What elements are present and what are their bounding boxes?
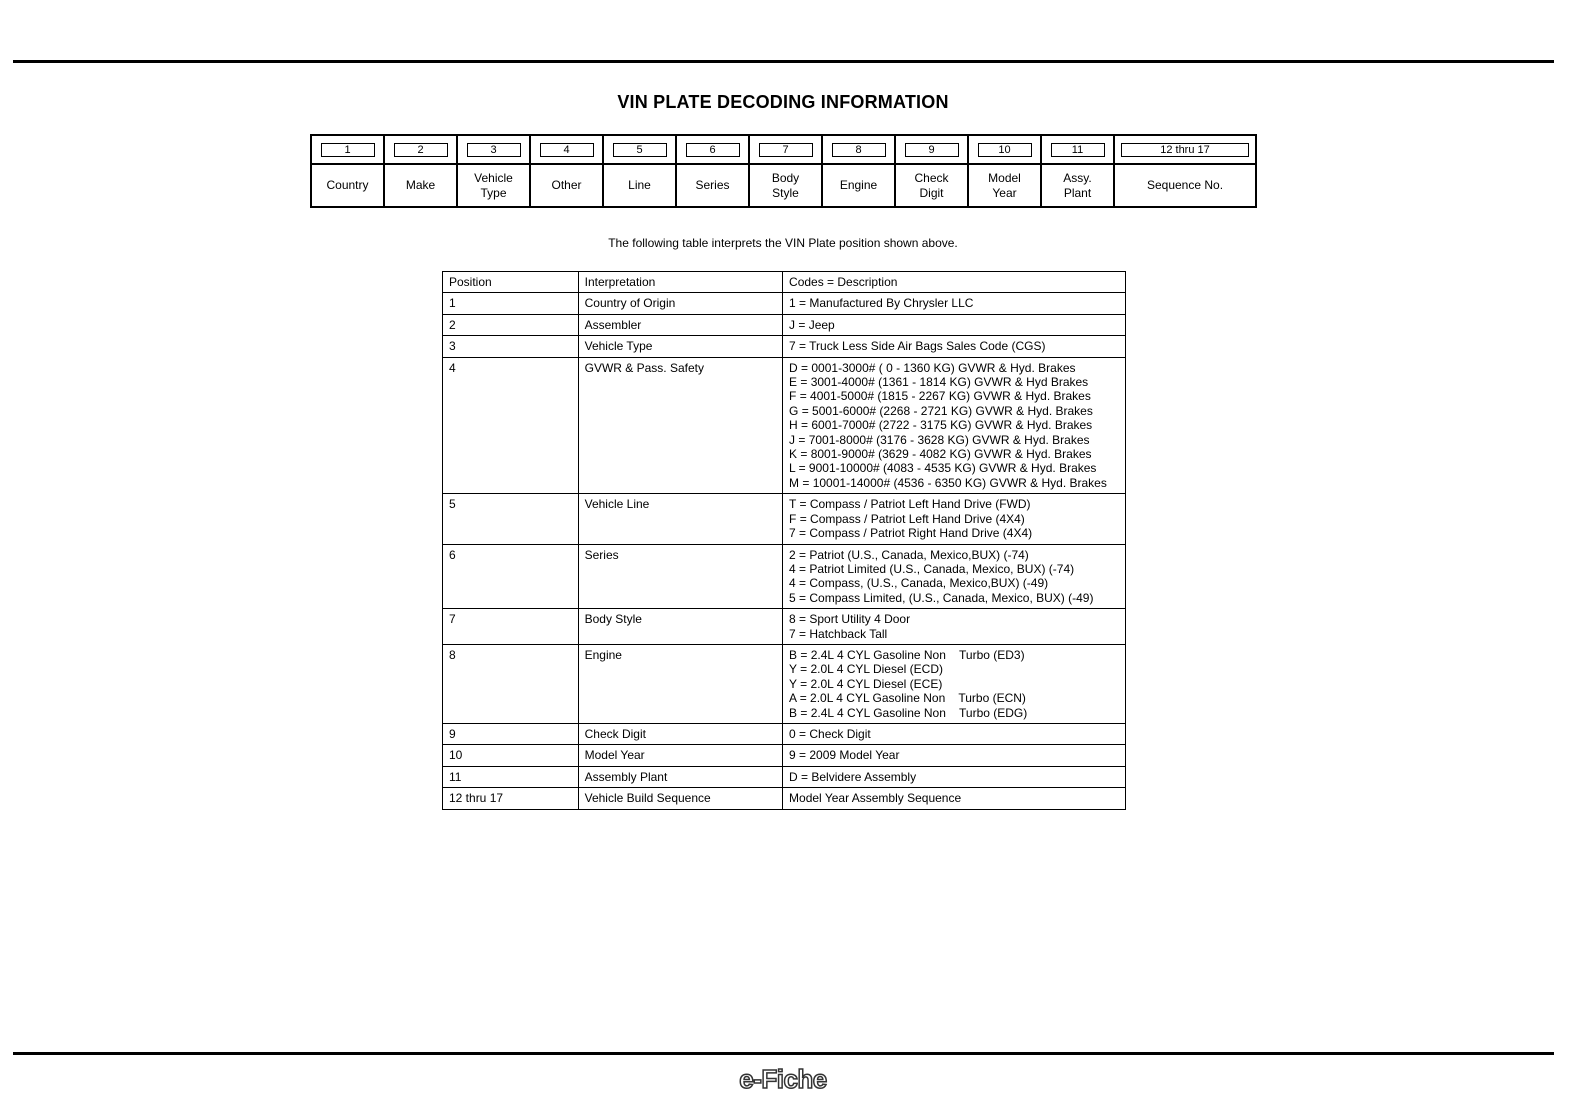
code-line: H = 6001-7000# (2722 - 3175 KG) GVWR & Hyd. Brakes	[789, 418, 1093, 433]
code-line: Y = 2.0L 4 CYL Diesel (ECD)	[789, 662, 943, 677]
row-interpretation: Vehicle Type	[578, 336, 782, 357]
row-codes	[783, 293, 1126, 314]
code-line: 7 = Truck Less Side Air Bags Sales Code (CGS)	[789, 339, 1046, 354]
vin-position-number: 6	[686, 143, 740, 157]
code-line: J = Jeep	[789, 317, 835, 332]
vin-position-label: Sequence No.	[1146, 178, 1224, 192]
table-row	[443, 723, 1126, 744]
table-row	[443, 788, 1126, 809]
vin-position-cell	[969, 136, 1042, 206]
code-line: D = Belvidere Assembly	[789, 769, 917, 784]
vin-position-label: Country	[326, 178, 369, 192]
vin-position-label: Body Style	[771, 170, 800, 200]
row-codes	[783, 723, 1126, 744]
vin-position-cell	[385, 136, 458, 206]
row-codes	[783, 766, 1126, 787]
code-line: D = 0001-3000# ( 0 - 1360 KG) GVWR & Hyd. Brakes	[789, 360, 1076, 375]
row-position: 9	[443, 723, 579, 744]
code-line: G = 5001-6000# (2268 - 2721 KG) GVWR & Hyd. Brakes	[789, 403, 1093, 418]
row-codes	[783, 788, 1126, 809]
vin-position-cell	[823, 136, 896, 206]
row-position: 6	[443, 544, 579, 609]
code-line: B = 2.4L 4 CYL Gasoline Non Turbo (ED3)	[789, 647, 1025, 662]
code-line: A = 2.0L 4 CYL Gasoline Non Turbo (ECN)	[789, 691, 1026, 706]
header-position: Position	[443, 272, 579, 293]
table-row	[443, 336, 1126, 357]
vin-position-cell	[1115, 136, 1255, 206]
row-interpretation: Vehicle Build Sequence	[578, 788, 782, 809]
vin-position-label: Vehicle Type	[474, 170, 513, 200]
row-interpretation: Model Year	[578, 745, 782, 766]
row-codes	[783, 494, 1126, 544]
vin-position-number: 2	[394, 143, 448, 157]
code-line: 7 = Hatchback Tall	[789, 626, 888, 641]
vin-position-cell	[750, 136, 823, 206]
code-line: M = 10001-14000# (4536 - 6350 KG) GVWR & Hyd. Brakes	[789, 475, 1107, 490]
row-position: 10	[443, 745, 579, 766]
vin-decode-table	[442, 271, 1126, 810]
code-line: 7 = Compass / Patriot Right Hand Drive (4X4)	[789, 526, 1033, 541]
row-position: 1	[443, 293, 579, 314]
vin-position-label: Other	[551, 178, 582, 192]
code-line: Y = 2.0L 4 CYL Diesel (ECE)	[789, 676, 943, 691]
code-line: 0 = Check Digit	[789, 726, 871, 741]
row-position: 3	[443, 336, 579, 357]
row-codes	[783, 644, 1126, 723]
row-position: 4	[443, 357, 579, 494]
vin-position-number: 1	[321, 143, 375, 157]
row-codes	[783, 336, 1126, 357]
top-rule	[13, 60, 1554, 63]
page-title: VIN PLATE DECODING INFORMATION	[617, 92, 949, 112]
table-row	[443, 357, 1126, 494]
vin-position-cell	[531, 136, 604, 206]
table-header-row	[443, 272, 1126, 293]
code-line: 5 = Compass Limited, (U.S., Canada, Mexico, BUX) (-49)	[789, 590, 1094, 605]
efiche-logo: e-Fiche	[739, 1064, 827, 1094]
code-line: F = 4001-5000# (1815 - 2267 KG) GVWR & Hyd. Brakes	[789, 389, 1091, 404]
vin-position-number: 5	[613, 143, 667, 157]
code-line: 9 = 2009 Model Year	[789, 748, 900, 763]
row-codes	[783, 544, 1126, 609]
row-interpretation: GVWR & Pass. Safety	[578, 357, 782, 494]
table-row	[443, 544, 1126, 609]
row-interpretation: Vehicle Line	[578, 494, 782, 544]
table-row	[443, 494, 1126, 544]
row-interpretation: Country of Origin	[578, 293, 782, 314]
table-row	[443, 293, 1126, 314]
vin-position-label: Assy. Plant	[1063, 170, 1092, 200]
header-codes: Codes = Description	[783, 272, 1126, 293]
vin-position-strip	[310, 134, 1257, 208]
row-position: 11	[443, 766, 579, 787]
row-interpretation: Series	[578, 544, 782, 609]
code-line: Model Year Assembly Sequence	[789, 791, 962, 806]
row-interpretation: Engine	[578, 644, 782, 723]
vin-position-label: Line	[628, 178, 651, 192]
vin-position-number: 9	[905, 143, 959, 157]
table-row	[443, 644, 1126, 723]
row-interpretation: Check Digit	[578, 723, 782, 744]
row-position: 5	[443, 494, 579, 544]
row-position: 7	[443, 609, 579, 645]
row-interpretation: Assembler	[578, 314, 782, 335]
row-position: 2	[443, 314, 579, 335]
code-line: 8 = Sport Utility 4 Door	[789, 612, 911, 627]
row-position: 8	[443, 644, 579, 723]
vin-position-label: Model Year	[988, 170, 1021, 200]
vin-position-number: 8	[832, 143, 886, 157]
code-line: F = Compass / Patriot Left Hand Drive (4X4)	[789, 511, 1025, 526]
vin-position-cell	[312, 136, 385, 206]
vin-position-cell	[604, 136, 677, 206]
vin-position-number: 7	[759, 143, 813, 157]
vin-position-label: Series	[695, 178, 730, 192]
code-line: B = 2.4L 4 CYL Gasoline Non Turbo (EDG)	[789, 705, 1028, 720]
row-codes	[783, 609, 1126, 645]
vin-position-number: 11	[1051, 143, 1105, 157]
vin-position-cell	[896, 136, 969, 206]
row-codes	[783, 314, 1126, 335]
vin-position-cell	[677, 136, 750, 206]
header-interpretation: Interpretation	[578, 272, 782, 293]
row-interpretation: Body Style	[578, 609, 782, 645]
vin-position-cell	[1042, 136, 1115, 206]
vin-position-number: 12 thru 17	[1121, 143, 1249, 157]
vin-position-cell	[458, 136, 531, 206]
table-row	[443, 609, 1126, 645]
code-line: 4 = Compass, (U.S., Canada, Mexico,BUX) (-49)	[789, 576, 1049, 591]
code-line: 4 = Patriot Limited (U.S., Canada, Mexico, BUX) (-74)	[789, 561, 1075, 576]
row-codes	[783, 357, 1126, 494]
row-position: 12 thru 17	[443, 788, 579, 809]
vin-position-number: 10	[978, 143, 1032, 157]
vin-position-label: Make	[405, 178, 436, 192]
vin-position-label: Engine	[839, 178, 878, 192]
code-line: T = Compass / Patriot Left Hand Drive (FWD)	[789, 497, 1031, 512]
table-row	[443, 745, 1126, 766]
table-caption: The following table interprets the VIN Plate position shown above.	[608, 236, 958, 250]
code-line: J = 7001-8000# (3176 - 3628 KG) GVWR & Hyd. Brakes	[789, 432, 1090, 447]
table-row	[443, 314, 1126, 335]
code-line: E = 3001-4000# (1361 - 1814 KG) GVWR & Hyd Brakes	[789, 375, 1089, 390]
code-line: L = 9001-10000# (4083 - 4535 KG) GVWR & Hyd. Brakes	[789, 461, 1097, 476]
row-interpretation: Assembly Plant	[578, 766, 782, 787]
vin-position-number: 4	[540, 143, 594, 157]
table-row	[443, 766, 1126, 787]
vin-position-label: Check Digit	[914, 170, 949, 200]
code-line: 1 = Manufactured By Chrysler LLC	[789, 296, 974, 311]
code-line: 2 = Patriot (U.S., Canada, Mexico,BUX) (-74)	[789, 547, 1029, 562]
vin-position-number: 3	[467, 143, 521, 157]
row-codes	[783, 745, 1126, 766]
code-line: K = 8001-9000# (3629 - 4082 KG) GVWR & Hyd. Brakes	[789, 447, 1092, 462]
bottom-rule	[13, 1052, 1554, 1055]
